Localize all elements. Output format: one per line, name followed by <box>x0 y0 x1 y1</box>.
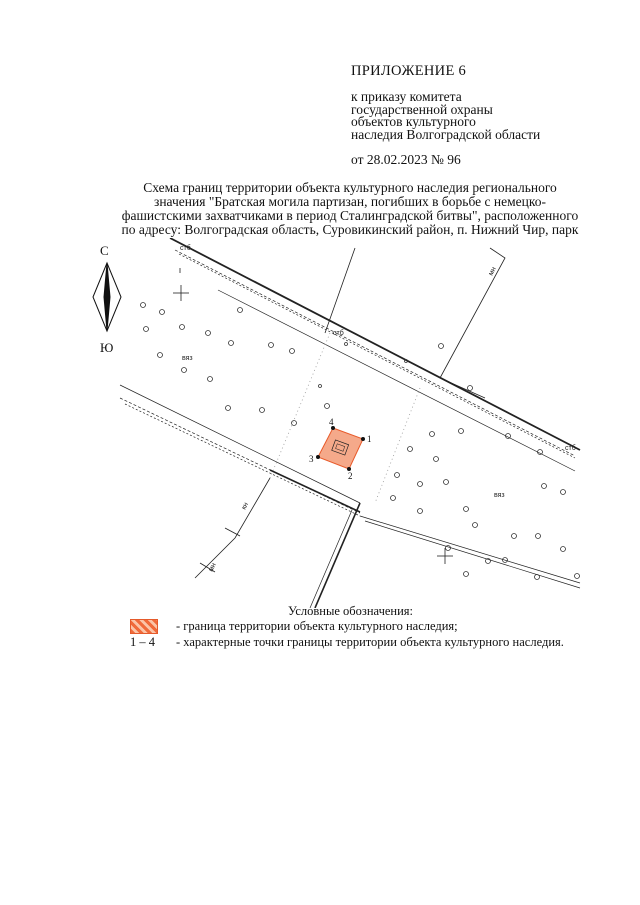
boundary-point-label: 1 <box>367 434 372 444</box>
road-upper <box>170 238 580 471</box>
boundary-swatch-icon <box>130 619 158 634</box>
boundary-point-label: 2 <box>348 471 353 481</box>
legend-title: Условные обозначения: <box>288 604 414 618</box>
scheme-title <box>80 181 620 237</box>
order-line: объектов культурного <box>351 114 476 129</box>
building-label: мн <box>487 265 498 277</box>
scheme-title-line: фашистскими захватчиками в период Сталинградской битвы", расположенного <box>121 208 579 223</box>
order-line: государственной охраны <box>351 101 493 117</box>
boundary-point-label: 4 <box>329 417 334 427</box>
heritage-boundary <box>318 428 363 469</box>
appendix-title: ПРИЛОЖЕНИЕ 6 <box>351 63 467 79</box>
scheme-title-line: значения "Братская могила партизан, погибших в борьбе с немецко- <box>154 194 546 209</box>
order-line: наследия Волгоградской области <box>351 126 541 142</box>
line-mark: стб <box>333 330 344 337</box>
building-label: мн <box>207 561 218 573</box>
line-mark: стб <box>565 445 576 452</box>
building-label: кн <box>240 501 251 511</box>
order-reference <box>351 91 540 141</box>
boundary-point-label: 3 <box>309 454 314 464</box>
survey-cross-markers <box>173 285 453 564</box>
order-date: от 28.02.2023 № 96 <box>351 152 461 167</box>
site-plan-map <box>0 238 640 608</box>
tree-label: вяз <box>494 492 505 499</box>
legend-points-range: 1 – 4 <box>130 635 155 649</box>
compass-south-label: Ю <box>100 340 114 355</box>
scheme-title-line: по адресу: Волгоградская область, Суровикинский район, п. Нижний Чир, парк <box>121 222 579 237</box>
building-outlines <box>180 248 505 578</box>
tree-label: вяз <box>182 355 193 362</box>
legend-boundary-text: - граница территории объекта культурного наследия; <box>176 619 458 633</box>
compass-north-label: С <box>100 243 109 258</box>
order-line: к приказу комитета <box>351 89 462 104</box>
line-mark: стб <box>180 245 191 252</box>
compass-arrow-icon <box>93 263 121 331</box>
scheme-title-line: Схема границ территории объекта культурного наследия регионального <box>143 180 557 195</box>
legend-points-text: - характерные точки границы территории объекта культурного наследия. <box>176 635 564 649</box>
